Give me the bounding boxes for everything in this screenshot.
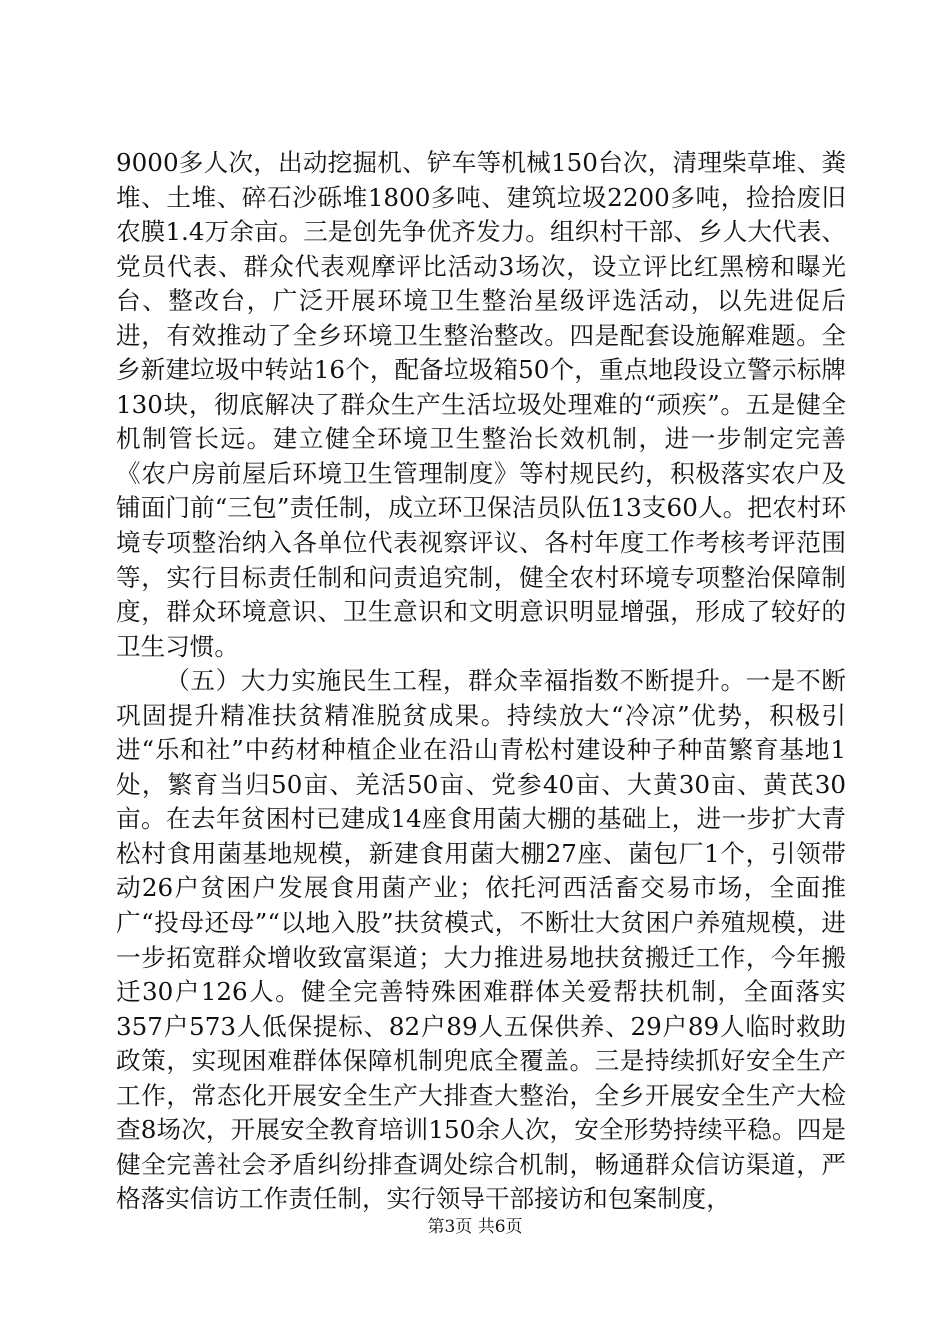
document-body	[116, 146, 846, 1217]
paragraph-continued: 9000多人次，出动挖掘机、铲车等机械150台次，清理柴草堆、粪堆、土堆、碎石沙砾堆1800多吨、建筑垃圾2200多吨，捡拾废旧农膜1.4万余亩。三是创先争优齐发力。组织村干部、乡人大代表、党员代表、群众代表观摩评比活动3场次，设立评比红黑榜和曝光台、整改台，广泛开展环境卫生整治星级评选活动，以先进促后进，有效推动了全乡环境卫生整治整改。四是配套设施解难题。全乡新建垃圾中转站16个，配备垃圾箱50个，重点地段设立警示标牌130块，彻底解决了群众生产生活垃圾处理难的“顽疾”。五是健全机制管长远。建立健全环境卫生整治长效机制，进一步制定完善《农户房前屋后环境卫生管理制度》等村规民约，积极落实农户及铺面门前“三包”责任制，成立环卫保洁员队伍13支60人。把农村环境专项整治纳入各单位代表视察评议、各村年度工作考核考评范围等，实行目标责任制和问责追究制，健全农村环境专项整治保障制度，群众环境意识、卫生意识和文明意识明显增强，形成了较好的卫生习惯。	[116, 148, 846, 661]
page-number-footer: 第3页 共6页	[427, 1217, 523, 1237]
paragraph-section-five: （五）大力实施民生工程，群众幸福指数不断提升。一是不断巩固提升精准扶贫精准脱贫成果。持续放大“冷凉”优势，积极引进“乐和社”中药材种植企业在沿山青松村建设种子种苗繁育基地1处，繁育当归50亩、羌活50亩、党参40亩、大黄30亩、黄芪30亩。在去年贫困村已建成14座食用菌大棚的基础上，进一步扩大青松村食用菌基地规模，新建食用菌大棚27座、菌包厂1个，引领带动26户贫困户发展食用菌产业；依托河西活畜交易市场，全面推广“投母还母”“以地入股”扶贫模式，不断壮大贫困户养殖规模，进一步拓宽群众增收致富渠道；大力推进易地扶贫搬迁工作，今年搬迁30户126人。健全完善特殊困难群体关爱帮扶机制，全面落实357户573人低保提标、82户89人五保供养、29户89人临时救助政策，实现困难群体保障机制兜底全覆盖。三是持续抓好安全生产工作，常态化开展安全生产大排查大整治，全乡开展安全生产大检查8场次，开展安全教育培训150余人次，安全形势持续平稳。四是健全完善社会矛盾纠纷排查调处综合机制，畅通群众信访渠道，严格落实信访工作责任制，实行领导干部接访和包案制度，	[116, 666, 846, 1214]
